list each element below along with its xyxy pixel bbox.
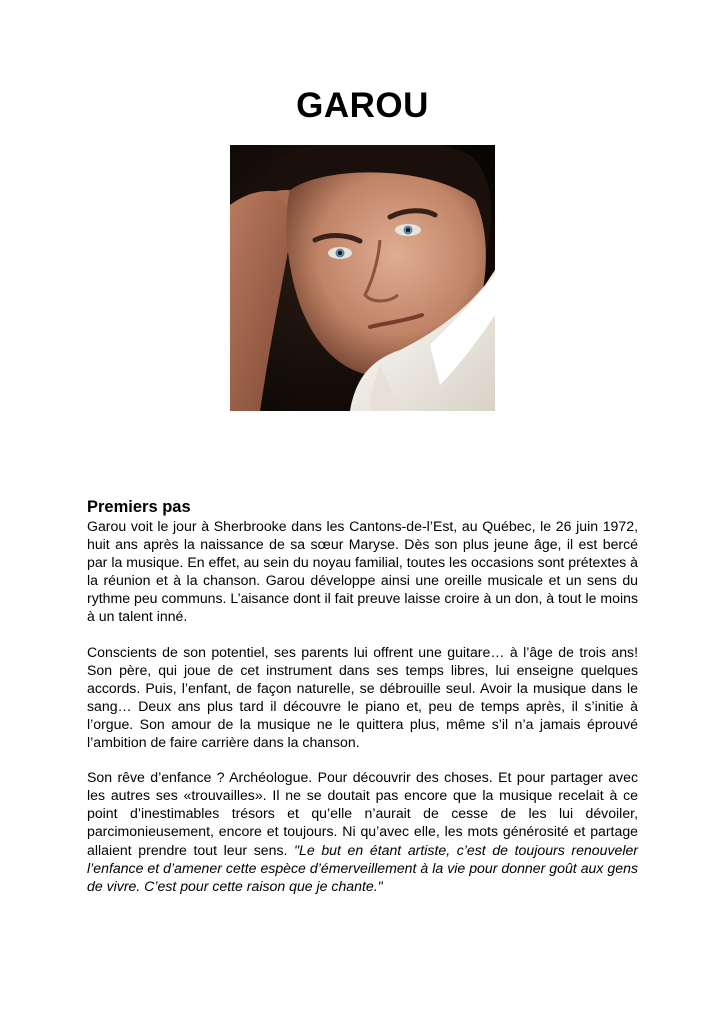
paragraph-1: Garou voit le jour à Sherbrooke dans les Cantons-de-l’Est, au Québec, le 26 juin 1972, huit ans après la naissance de sa sœur Maryse. Dès son plus jeune âge, il est bercé par la musique. En effet, au sein du noyau familial, toutes les occasions sont prétextes à la réunion et à la chanson. Garou développe ainsi une oreille musicale et un sens du rythme peu communs. L’aisance dont il fait preuve laisse croire à un don, à tout le moins à un talent inné. [87,518,638,625]
page-title: GAROU [296,86,429,125]
paragraph-2: Conscients de son potentiel, ses parents lui offrent une guitare… à l’âge de trois ans! Son père, qui joue de cet instrument dans ses temps libres, lui enseigne quelques accords. Puis, l’enfant, de façon naturelle, se débrouille seul. Avoir la musique dans le sang… Deux ans plus tard il découvre le piano et, peu de temps après, il s’initie à l’orgue. Son amour de la musique ne le quittera plus, même s’il n’a jamais éprouvé l’ambition de faire carrière dans la chanson. [87,643,638,751]
portrait-photo [230,145,495,411]
content-section [87,497,638,895]
section-heading: Premiers pas [87,498,191,516]
artist-quote: "Le but en étant artiste, c’est de toujours renouveler l’enfance et d’amener cette espèce d’émerveillement à la vie pour donner goût aux gens de vivre. C’est pour cette raison que je chante." [87,841,638,894]
paragraph-3-text: Son rêve d’enfance ? Archéologue. Pour découvrir des choses. Et pour partager avec les autres ses «trouvailles». Il ne se doutait pas encore que la musique recelait à ce point d’inestimables trésors et qu’elle n’aurait de cesse de les lui dévoiler, parcimonieusement, encore et toujours. Ni qu’avec elle, les mots générosité et partage allaient prendre tout leur sens. [87,769,638,858]
paragraph-3 [87,768,638,895]
